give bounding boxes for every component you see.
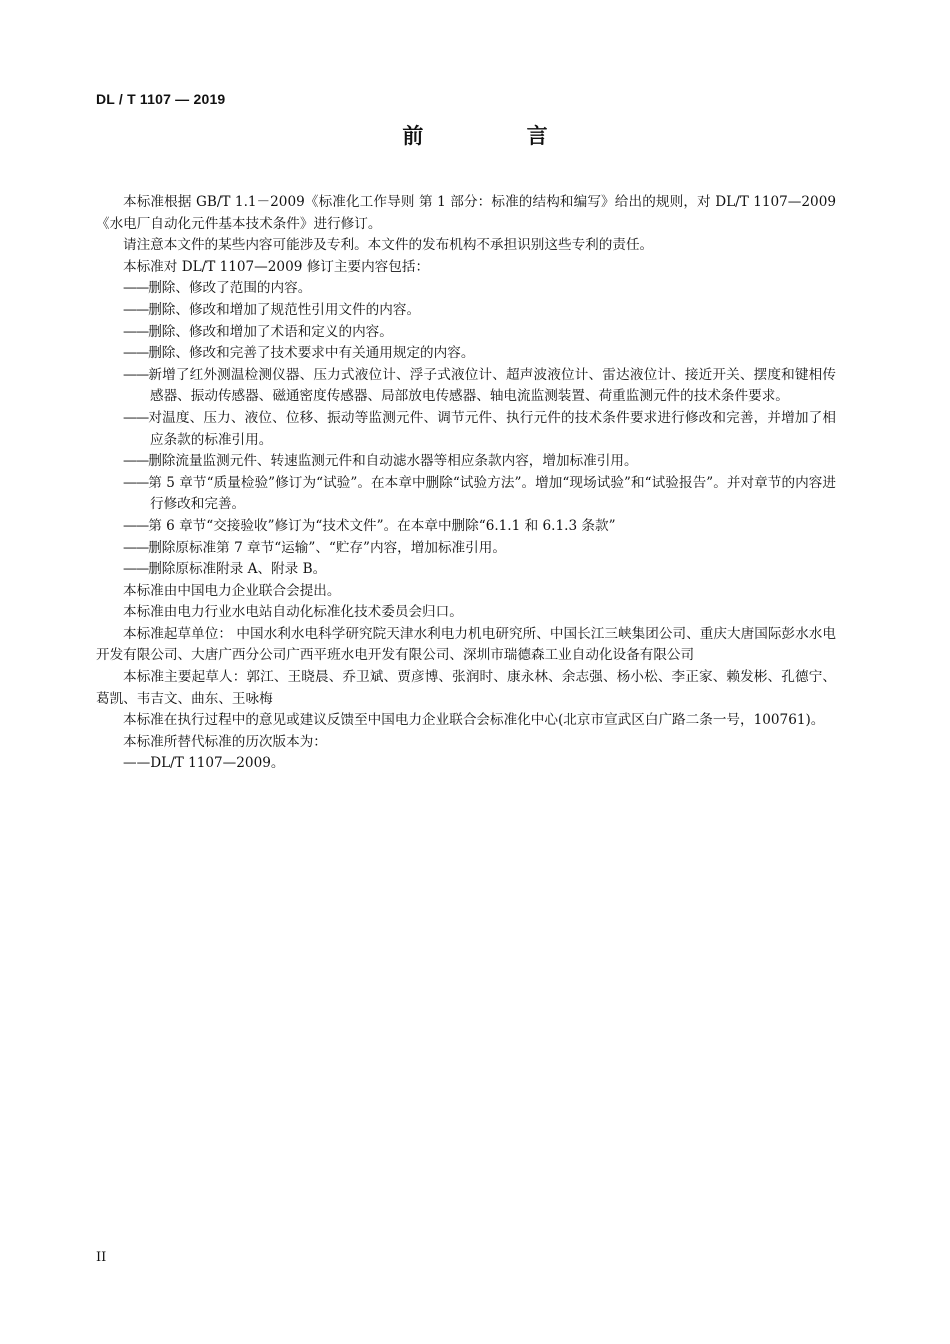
main-drafters: 本标准主要起草人：郭江、王晓晨、乔卫斌、贾彦博、张润时、康永林、余志强、杨小松、李正家、赖发彬、孔德宁、葛凯、韦吉文、曲东、王咏梅	[96, 669, 836, 707]
dash-mark: ——	[123, 561, 149, 578]
page-number: II	[96, 1250, 107, 1265]
change-item-text: 删除、修改和增加了术语和定义的内容。	[148, 323, 393, 340]
change-item	[96, 559, 836, 581]
dash-mark: ——	[123, 409, 149, 426]
dash-mark: ——	[123, 366, 149, 383]
change-item-text: 新增了红外测温检测仪器、压力式液位计、浮子式液位计、超声波液位计、雷达液位计、接近开关、摆度和键相传感器、振动传感器、磁通密度传感器、局部放电传感器、轴电流监测装置、荷重监测元件的技术条件要求。	[148, 366, 836, 405]
dash-mark: ——	[123, 323, 149, 340]
change-item-text: 删除原标准附录 A、附录 B。	[148, 561, 327, 578]
document-code: DL / T 1107 — 2019	[96, 91, 226, 107]
dash-mark: ——	[123, 345, 149, 362]
change-item-text: 第 6 章节“交接验收”修订为“技术文件”。在本章中删除“6.1.1 和 6.1.3 条款”	[148, 517, 616, 534]
dash-mark: ——	[123, 301, 149, 318]
change-item-text: 删除、修改和完善了技术要求中有关通用规定的内容。	[148, 345, 475, 362]
change-item	[96, 278, 836, 300]
change-item	[96, 322, 836, 344]
change-item-text: 对温度、压力、液位、位移、振动等监测元件、调节元件、执行元件的技术条件要求进行修改和完善，并增加了相应条款的标准引用。	[148, 409, 836, 448]
dash-mark: ——	[123, 517, 149, 534]
change-item	[96, 343, 836, 365]
feedback-paragraph: 本标准在执行过程中的意见或建议反馈至中国电力企业联合会标准化中心(北京市宣武区白广路二条一号，100761)。	[123, 712, 825, 729]
intro-paragraph: 本标准根据 GB/T 1.1－2009《标准化工作导则 第 1 部分：标准的结构和编写》给出的规则，对 DL/T 1107—2009《水电厂自动化元件基本技术条件》进行修订。	[96, 194, 836, 232]
change-item	[96, 473, 836, 516]
change-item-text: 删除原标准第 7 章节“运输”、“贮存”内容，增加标准引用。	[148, 539, 506, 556]
change-item-text: 删除流量监测元件、转速监测元件和自动滤水器等相应条款内容，增加标准引用。	[148, 453, 638, 470]
drafting-units: 本标准起草单位： 中国水利水电科学研究院天津水利电力机电研究所、中国长江三峡集团公司、重庆大唐国际彭水水电开发有限公司、大唐广西分公司广西平班水电开发有限公司、深圳市瑞德森工业自动化设备有限公司	[96, 625, 836, 664]
change-item	[96, 516, 836, 538]
change-item	[96, 300, 836, 322]
outro-paragraph: 本标准由电力行业水电站自动化标准化技术委员会归口。	[123, 604, 463, 621]
page-title: 前 言	[402, 124, 596, 148]
intro-paragraph: 本标准对 DL/T 1107—2009 修订主要内容包括：	[123, 258, 430, 275]
dash-mark: ——	[123, 539, 149, 556]
change-item	[96, 451, 836, 473]
change-item-text: 第 5 章节“质量检验”修订为“试验”。在本章中删除“试验方法”。增加“现场试验”和“试验报告”。并对章节的内容进行修改和完善。	[148, 474, 836, 513]
dash-mark: ——	[123, 755, 151, 772]
outro-paragraph: 本标准所替代标准的历次版本为：	[123, 733, 327, 750]
change-item	[96, 538, 836, 560]
dash-mark: ——	[123, 453, 149, 470]
previous-version-item	[96, 753, 836, 775]
intro-paragraph: 请注意本文件的某些内容可能涉及专利。本文件的发布机构不承担识别这些专利的责任。	[123, 237, 654, 254]
change-item-text: 删除、修改和增加了规范性引用文件的内容。	[148, 301, 421, 318]
dash-mark: ——	[123, 280, 149, 297]
change-item	[96, 365, 836, 408]
change-item	[96, 408, 836, 451]
previous-version-text: DL/T 1107—2009。	[150, 755, 285, 772]
change-item-text: 删除、修改了范围的内容。	[148, 280, 312, 297]
document-body	[96, 192, 836, 775]
dash-mark: ——	[123, 474, 149, 491]
outro-paragraph: 本标准由中国电力企业联合会提出。	[123, 582, 341, 599]
